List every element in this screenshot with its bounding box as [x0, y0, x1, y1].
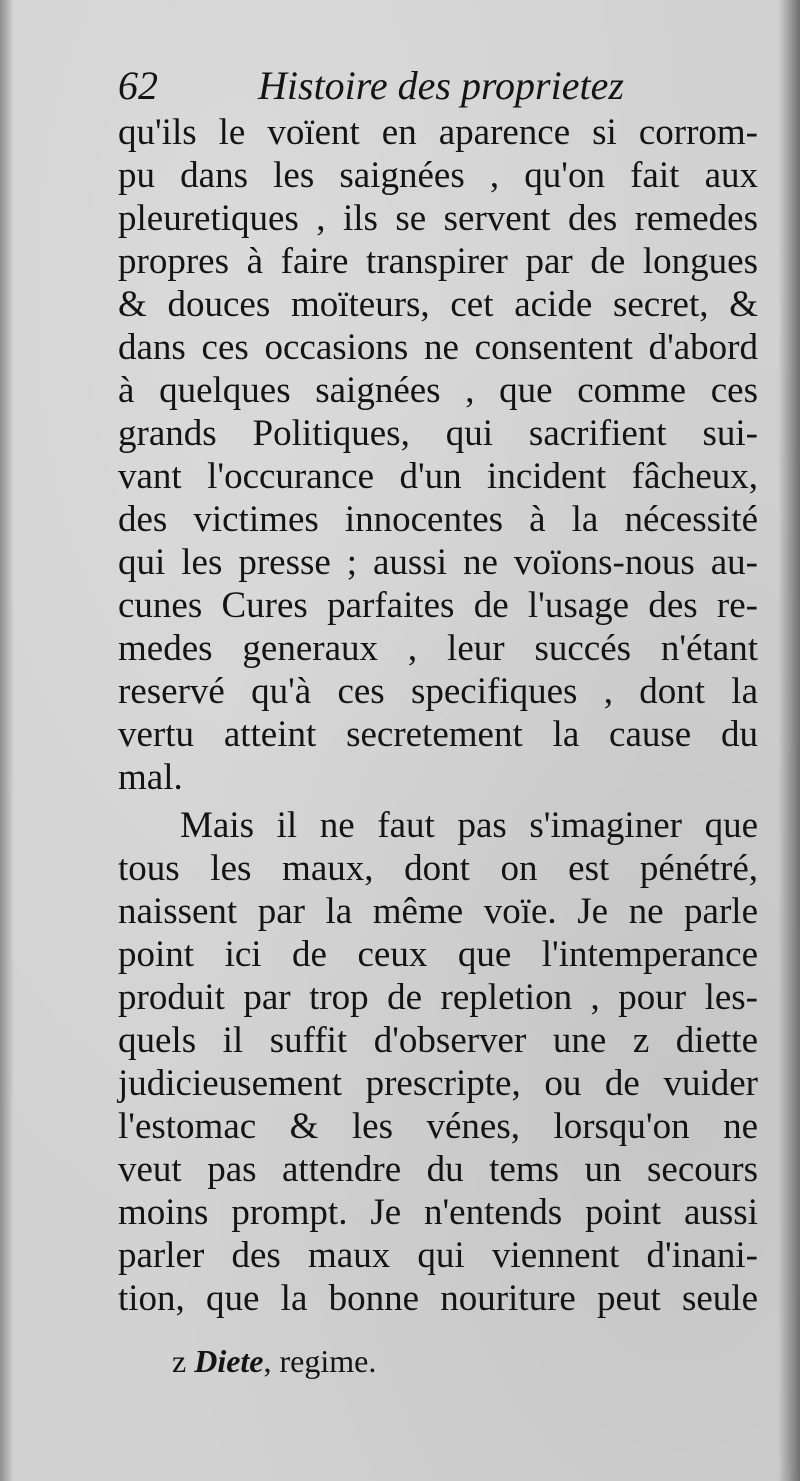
text-line: des victimes innocentes à la nécessité — [118, 499, 758, 540]
text-line: judicieusement prescripte, ou de vuider — [118, 1063, 758, 1104]
text-line: cunes Cures parfaites de l'usage des re- — [118, 585, 758, 626]
text-line: Mais il ne faut pas s'imaginer que — [180, 805, 758, 846]
text-line: pleuretiques , ils se servent des remedes — [118, 198, 758, 239]
text-line: à quelques saignées , que comme ces — [118, 370, 758, 411]
text-line: parler des maux qui viennent d'inani- — [118, 1235, 758, 1276]
text-line: l'estomac & les vénes, lorsqu'on ne — [118, 1106, 758, 1147]
text-line: & douces moïteurs, cet acide secret, & — [118, 284, 758, 325]
text-line: produit par trop de repletion , pour les- — [118, 977, 758, 1018]
text-line: propres à faire transpirer par de longues — [118, 241, 758, 282]
footnote-text: , regime. — [263, 1343, 377, 1379]
text-line: mal. — [118, 757, 183, 798]
text-line: vertu atteint secretement la cause du — [118, 714, 758, 755]
text-line: qu'ils le voïent en aparence si corrom- — [118, 112, 758, 153]
text-line: veut pas attendre du tems un secours — [118, 1149, 758, 1190]
text-line: pu dans les saignées , qu'on fait aux — [118, 155, 758, 196]
text-line: quels il suffit d'observer une z diette — [118, 1020, 758, 1061]
text-line: vant l'occurance d'un incident fâcheux, — [118, 456, 758, 497]
text-line: dans ces occasions ne consentent d'abord — [118, 327, 758, 368]
text-line: moins prompt. Je n'entends point aussi — [118, 1192, 758, 1233]
text-line: reservé qu'à ces specifiques , dont la — [118, 671, 758, 712]
running-title: Histoire des proprietez — [258, 63, 624, 108]
text-line: grands Politiques, qui sacrifient sui- — [118, 413, 758, 454]
text-line: medes generaux , leur succés n'étant — [118, 628, 758, 669]
footnote — [172, 1343, 376, 1380]
page-number: 62 — [118, 63, 158, 108]
text-line: tous les maux, dont on est pénétré, — [118, 848, 758, 889]
text-line: qui les presse ; aussi ne voïons-nous au- — [118, 542, 758, 583]
text-line: tion, que la bonne nouriture peut seule — [118, 1278, 758, 1319]
text-line: point ici de ceux que l'intemperance — [118, 934, 758, 975]
footnote-term: Diete — [194, 1343, 264, 1379]
page-header — [118, 62, 758, 112]
text-line: naissent par la même voïe. Je ne parle — [118, 891, 758, 932]
footnote-mark: z — [172, 1343, 187, 1379]
